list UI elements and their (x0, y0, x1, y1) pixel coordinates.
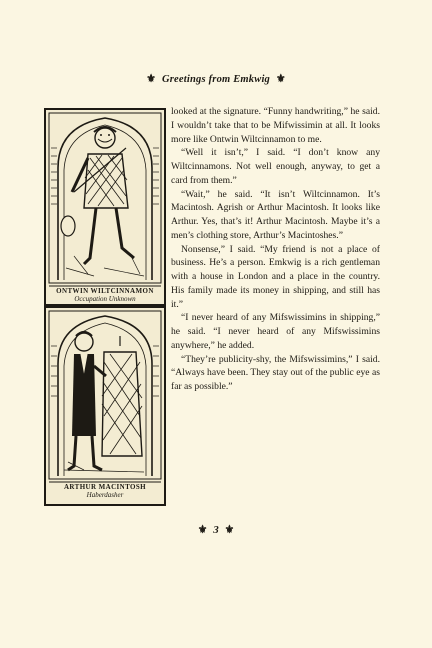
body-text (171, 105, 380, 394)
illustration-ontwin-wiltcinnamon (44, 108, 166, 306)
caption-occupation: Haberdasher (86, 491, 124, 499)
illustration-arthur-macintosh (44, 306, 166, 506)
paragraph: “They’re publicity-shy, the Mifswissimins,” I said. “Always have been. They stay out of the public eye as far as possible.” (171, 353, 380, 392)
fleuron-right-icon: ⚜ (275, 73, 286, 85)
caption-ontwin (44, 287, 166, 303)
fleuron-right-icon: ⚜ (224, 524, 235, 536)
paragraph: “I never heard of any Mifswissimins in shipping,” he said. “I never heard of any Mifswissimins anywhere,” he added. (171, 312, 380, 351)
running-header (0, 72, 432, 85)
paragraph: “Wait,” he said. “It isn’t Wiltcinnamon. It’s Macintosh. Agrish or Arthur Macintosh. It looks like Arthur. Yes, that’s it! Arthur Macintosh. Maybe it’s a men’s clothing store, Arthur’s Macintoshes.” (171, 188, 380, 241)
running-title: Greetings from Emkwig (161, 74, 271, 85)
caption-name: ONTWIN WILTCINNAMON (56, 287, 154, 295)
caption-arthur (44, 483, 166, 499)
page-number: 3 (213, 524, 219, 536)
paragraph: looked at the signature. “Funny handwriting,” he said. I wouldn’t take that to be Mifwissimin at all. It looks more like Ontwin Wiltcinnamon to me. (171, 106, 380, 145)
fleuron-left-icon: ⚜ (146, 73, 157, 85)
page-folio (0, 523, 432, 536)
caption-occupation: Occupation Unknown (74, 295, 136, 303)
woodcut-figure-ontwin-icon (44, 108, 166, 306)
woodcut-figure-arthur-icon (44, 306, 166, 506)
paragraph: “Well it isn’t,” I said. “I don’t know any Wiltcinnamons. Not well enough, anyway, to get a card from them.” (171, 147, 380, 186)
fleuron-left-icon: ⚜ (197, 524, 208, 536)
paragraph: Nonsense,” I said. “My friend is not a place of business. He’s a person. Emkwig is a rich gentleman with a house in London and a place in the country. His family made its money in shipping, and still has it.” (171, 243, 380, 310)
caption-name: ARTHUR MACINTOSH (63, 483, 147, 491)
